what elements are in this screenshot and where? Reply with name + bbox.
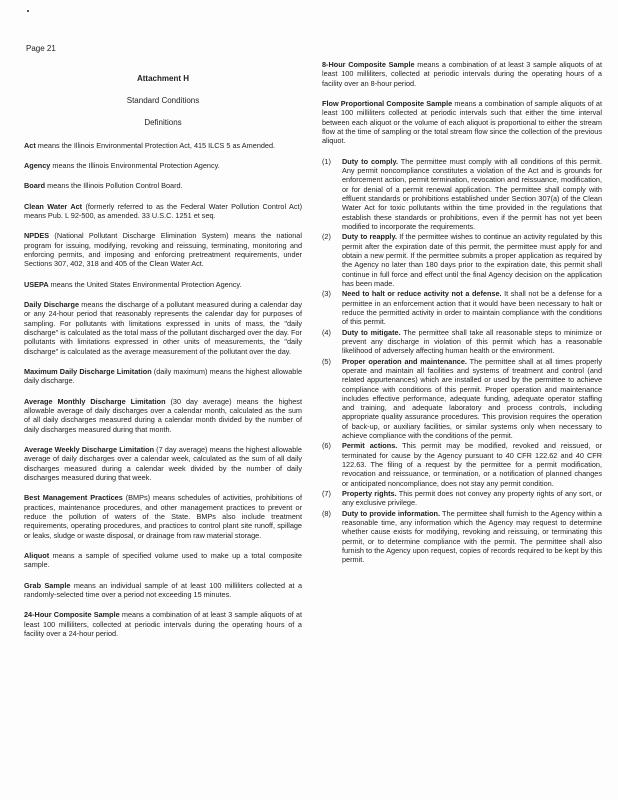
condition-title: Need to halt or reduce activity not a defense.: [342, 289, 502, 299]
definition-clean-water-act: [24, 202, 302, 221]
definition-max-daily-discharge: [24, 367, 302, 386]
condition-duty-to-provide-information: [322, 509, 602, 565]
definition-text: means a combination of sample aliquots of at least 100 milliliters collected at periodic intervals such that either the time interval between each aliquot or the volume of each aliquot is proportional to either the stream flow at the time of sampling or the total stream flow since the collection of the previous aliquot.: [322, 98, 602, 146]
definition-term: NPDES: [24, 231, 50, 241]
definition-text: means a sample of specified volume used to make up a total composite sample.: [24, 550, 302, 570]
definition-text: (formerly referred to as the Federal Water Pollution Control Act) means Pub. L 92-500, as amended. 33 U.S.C. 1251 et seq.: [24, 201, 302, 221]
definition-term: Maximum Daily Discharge Limitation: [24, 366, 152, 376]
definition-aliquot: [24, 551, 302, 570]
condition-need-to-halt: [322, 289, 602, 326]
attachment-title: Attachment H: [136, 74, 189, 83]
condition-title: Duty to provide information.: [342, 508, 441, 518]
definition-term: Average Monthly Discharge Limitation: [24, 396, 166, 406]
condition-title: Property rights.: [342, 489, 397, 499]
condition-text: The permittee must comply with all conditions of this permit. Any permit noncompliance constitutes a violation of the Act and is grounds for enforcement action, permit termination, revocation and reissuance, modification, or for denial of a permit renewal application. The permittee shall comply with effluent standards or prohibitions established under Section 307(a) of the Clean Water Act for toxic pollutants within the time provided in the regulations that establish these standards or prohibitions, even if the permit has not yet been modified to incorporate the requirements.: [342, 156, 602, 231]
condition-proper-operation: [322, 357, 602, 441]
condition-text: It shall not be a defense for a permittee in an enforcement action that it would have been necessary to halt or reduce the permitted activity in order to maintain compliance with the conditions of this permit.: [342, 289, 602, 327]
condition-title: Duty to mitigate.: [342, 327, 401, 337]
definition-act: [24, 141, 302, 150]
attachment-subtitle: Standard Conditions: [126, 96, 200, 106]
definition-term: 8-Hour Composite Sample: [322, 60, 415, 69]
definition-text: means the Illinois Environmental Protection Agency.: [50, 161, 220, 171]
definition-avg-monthly-discharge: [24, 397, 302, 434]
definition-daily-discharge: [24, 300, 302, 356]
condition-property-rights: [322, 489, 602, 508]
page-number: Page 21: [26, 44, 56, 53]
definition-avg-weekly-discharge: [24, 445, 302, 482]
condition-duty-to-mitigate: [322, 328, 602, 356]
definition-flow-proportional-composite: [322, 99, 602, 146]
definition-term: 24-Hour Composite Sample: [24, 610, 120, 620]
condition-text: This permit does not convey any property rights of any sort, or any exclusive privilege.: [342, 489, 602, 508]
definition-term: Best Management Practices: [24, 493, 123, 503]
condition-text: The permittee shall at all times properly operate and maintain all facilities and systems of treatment and control (and related appurtenances) which are installed or used by the permittee to achieve compliance with conditions of this permit. Proper operation and maintenance includes effective performance, adequate funding, adequate operator staffing and training, and adequate laboratory and process controls, including appropriate quality assurance procedures. This provision requires the operation of back-up, or auxiliary facilities, or similar systems only when necessary to achieve compliance with the conditions of the permit.: [342, 356, 602, 441]
definition-term: Agency: [24, 161, 51, 171]
definition-npdes: [24, 231, 302, 268]
condition-text: The permittee shall take all reasonable steps to minimize or prevent any discharge in violation of this permit which has a reasonable likelihood of adversely affecting human health or the environment.: [342, 327, 602, 356]
right-column: [322, 60, 602, 566]
condition-title: Duty to reapply.: [342, 232, 397, 242]
definition-text: means the Illinois Environmental Protection Act, 415 ILCS 5 as Amended.: [35, 140, 276, 150]
condition-title: Proper operation and maintenance.: [342, 356, 467, 366]
definition-term: USEPA: [24, 279, 49, 289]
definition-text: means the discharge of a pollutant measured during a calendar day or any 24-hour period that reasonably represents the calendar day for purposes of sampling. For pollutants with limitations expressed in units of mass, the "daily discharge" is calculated as the total mass of the pollutant discharged over the day. For pollutants with limitations expressed in other units of measurements, the "daily discharge" is calculated as the average measurement of the pollutant over the day.: [24, 299, 302, 356]
definition-text: (BMPs) means schedules of activities, prohibitions of practices, maintenance procedures, and other management practices to prevent or reduce the pollution of waters of the State. BMPs also include treatment requirements, operating procedures, and practices to control plant site runoff, spillage or leaks, sludge or waste disposal, or drainage from raw material storage.: [24, 493, 302, 540]
condition-number: (1): [322, 156, 331, 166]
definition-term: Aliquot: [24, 550, 50, 560]
condition-number: (8): [322, 508, 331, 518]
condition-text: If the permittee wishes to continue an activity regulated by this permit after the expiration date of this permit, the permittee must apply for and obtain a new permit. If the permittee submits a proper application as required by the Agency no later than 180 days prior to the expiration date, this permit shall continue in full force and effect until the final Agency decision on the application has been made.: [342, 232, 602, 288]
condition-number: (6): [322, 441, 331, 451]
condition-number: (7): [322, 489, 331, 499]
definition-text: means a combination of at least 3 sample aliquots of at least 100 milliliters, collected at periodic intervals during the operating hours of a facility over a 24-hour period.: [24, 610, 302, 638]
condition-duty-to-comply: [322, 157, 602, 232]
scan-speck: [27, 10, 29, 12]
definition-text: (daily maximum) means the highest allowable daily discharge.: [24, 366, 302, 386]
condition-text: The permittee shall furnish to the Agency within a reasonable time, any information which the Agency may request to determine whether cause exists for modifying, revoking and reissuing, or terminating this permit, or to determine compliance with the permit. The permittee shall also furnish to the Agency upon request, copies of records required to be kept by this permit.: [342, 508, 602, 565]
definition-term: Daily Discharge: [24, 299, 79, 309]
condition-number: (4): [322, 327, 331, 337]
condition-number: (3): [322, 289, 331, 299]
definition-term: Average Weekly Discharge Limitation: [24, 444, 155, 454]
definition-text: means an individual sample of at least 100 milliliters collected at a randomly-selected time over a period not exceeding 15 minutes.: [24, 580, 302, 599]
definition-bmps: [24, 493, 302, 540]
definition-term: Grab Sample: [24, 580, 71, 590]
condition-text: This permit may be modified, revoked and reissued, or terminated for cause by the Agency pursuant to 40 CFR 122.62 and 40 CFR 122.63. The filing of a request by the permittee for a permit modification, revocation and reissuance, or termination, or a notification of planned changes or anticipated noncompliance, does not stay any permit condition.: [342, 441, 602, 488]
definition-text: means the Illinois Pollution Control Board.: [45, 181, 183, 191]
definition-text: (National Pollutant Discharge Elimination System) means the national program for issuing, modifying, revoking and reissuing, terminating, monitoring and enforcing permits, and imposing and enforcing pretreatment requirements, under Sections 307, 402, 318 and 405 of the Clean Water Act.: [24, 231, 302, 269]
condition-number: (2): [322, 232, 331, 242]
condition-title: Duty to comply.: [342, 156, 398, 166]
condition-title: Permit actions.: [342, 441, 398, 451]
condition-permit-actions: [322, 441, 602, 488]
condition-duty-to-reapply: [322, 232, 602, 288]
definition-usepa: [24, 280, 302, 289]
definition-8-hour-composite: [322, 60, 602, 88]
definition-term: Clean Water Act: [24, 201, 83, 211]
definition-text: (30 day average) means the highest allowable average of daily discharges over a calendar month, calculated as the sum of all daily discharges measured during a calendar month divided by the number of daily discharges measured during that month.: [24, 396, 302, 434]
definition-text: means a combination of at least 3 sample aliquots of at least 100 milliliters, collected at periodic intervals during the operating hours of a facility over an 8-hour period.: [322, 60, 602, 88]
definition-term: Board: [24, 181, 46, 191]
definition-grab-sample: [24, 581, 302, 600]
definition-board: [24, 181, 302, 190]
definition-term: Flow Proportional Composite Sample: [322, 98, 453, 108]
definition-text: (7 day average) means the highest allowable average of daily discharges over a calendar week, calculated as the sum of all daily discharges measured during a calendar week divided by the number of daily discharges measured during that week.: [24, 444, 302, 482]
definitions-heading: Definitions: [144, 118, 182, 128]
definition-agency: [24, 161, 302, 170]
left-column: [24, 74, 302, 649]
definition-term: Act: [24, 140, 36, 150]
definition-24-hour-composite: [24, 610, 302, 638]
condition-number: (5): [322, 356, 331, 366]
definition-text: means the United States Environmental Protection Agency.: [48, 279, 242, 289]
